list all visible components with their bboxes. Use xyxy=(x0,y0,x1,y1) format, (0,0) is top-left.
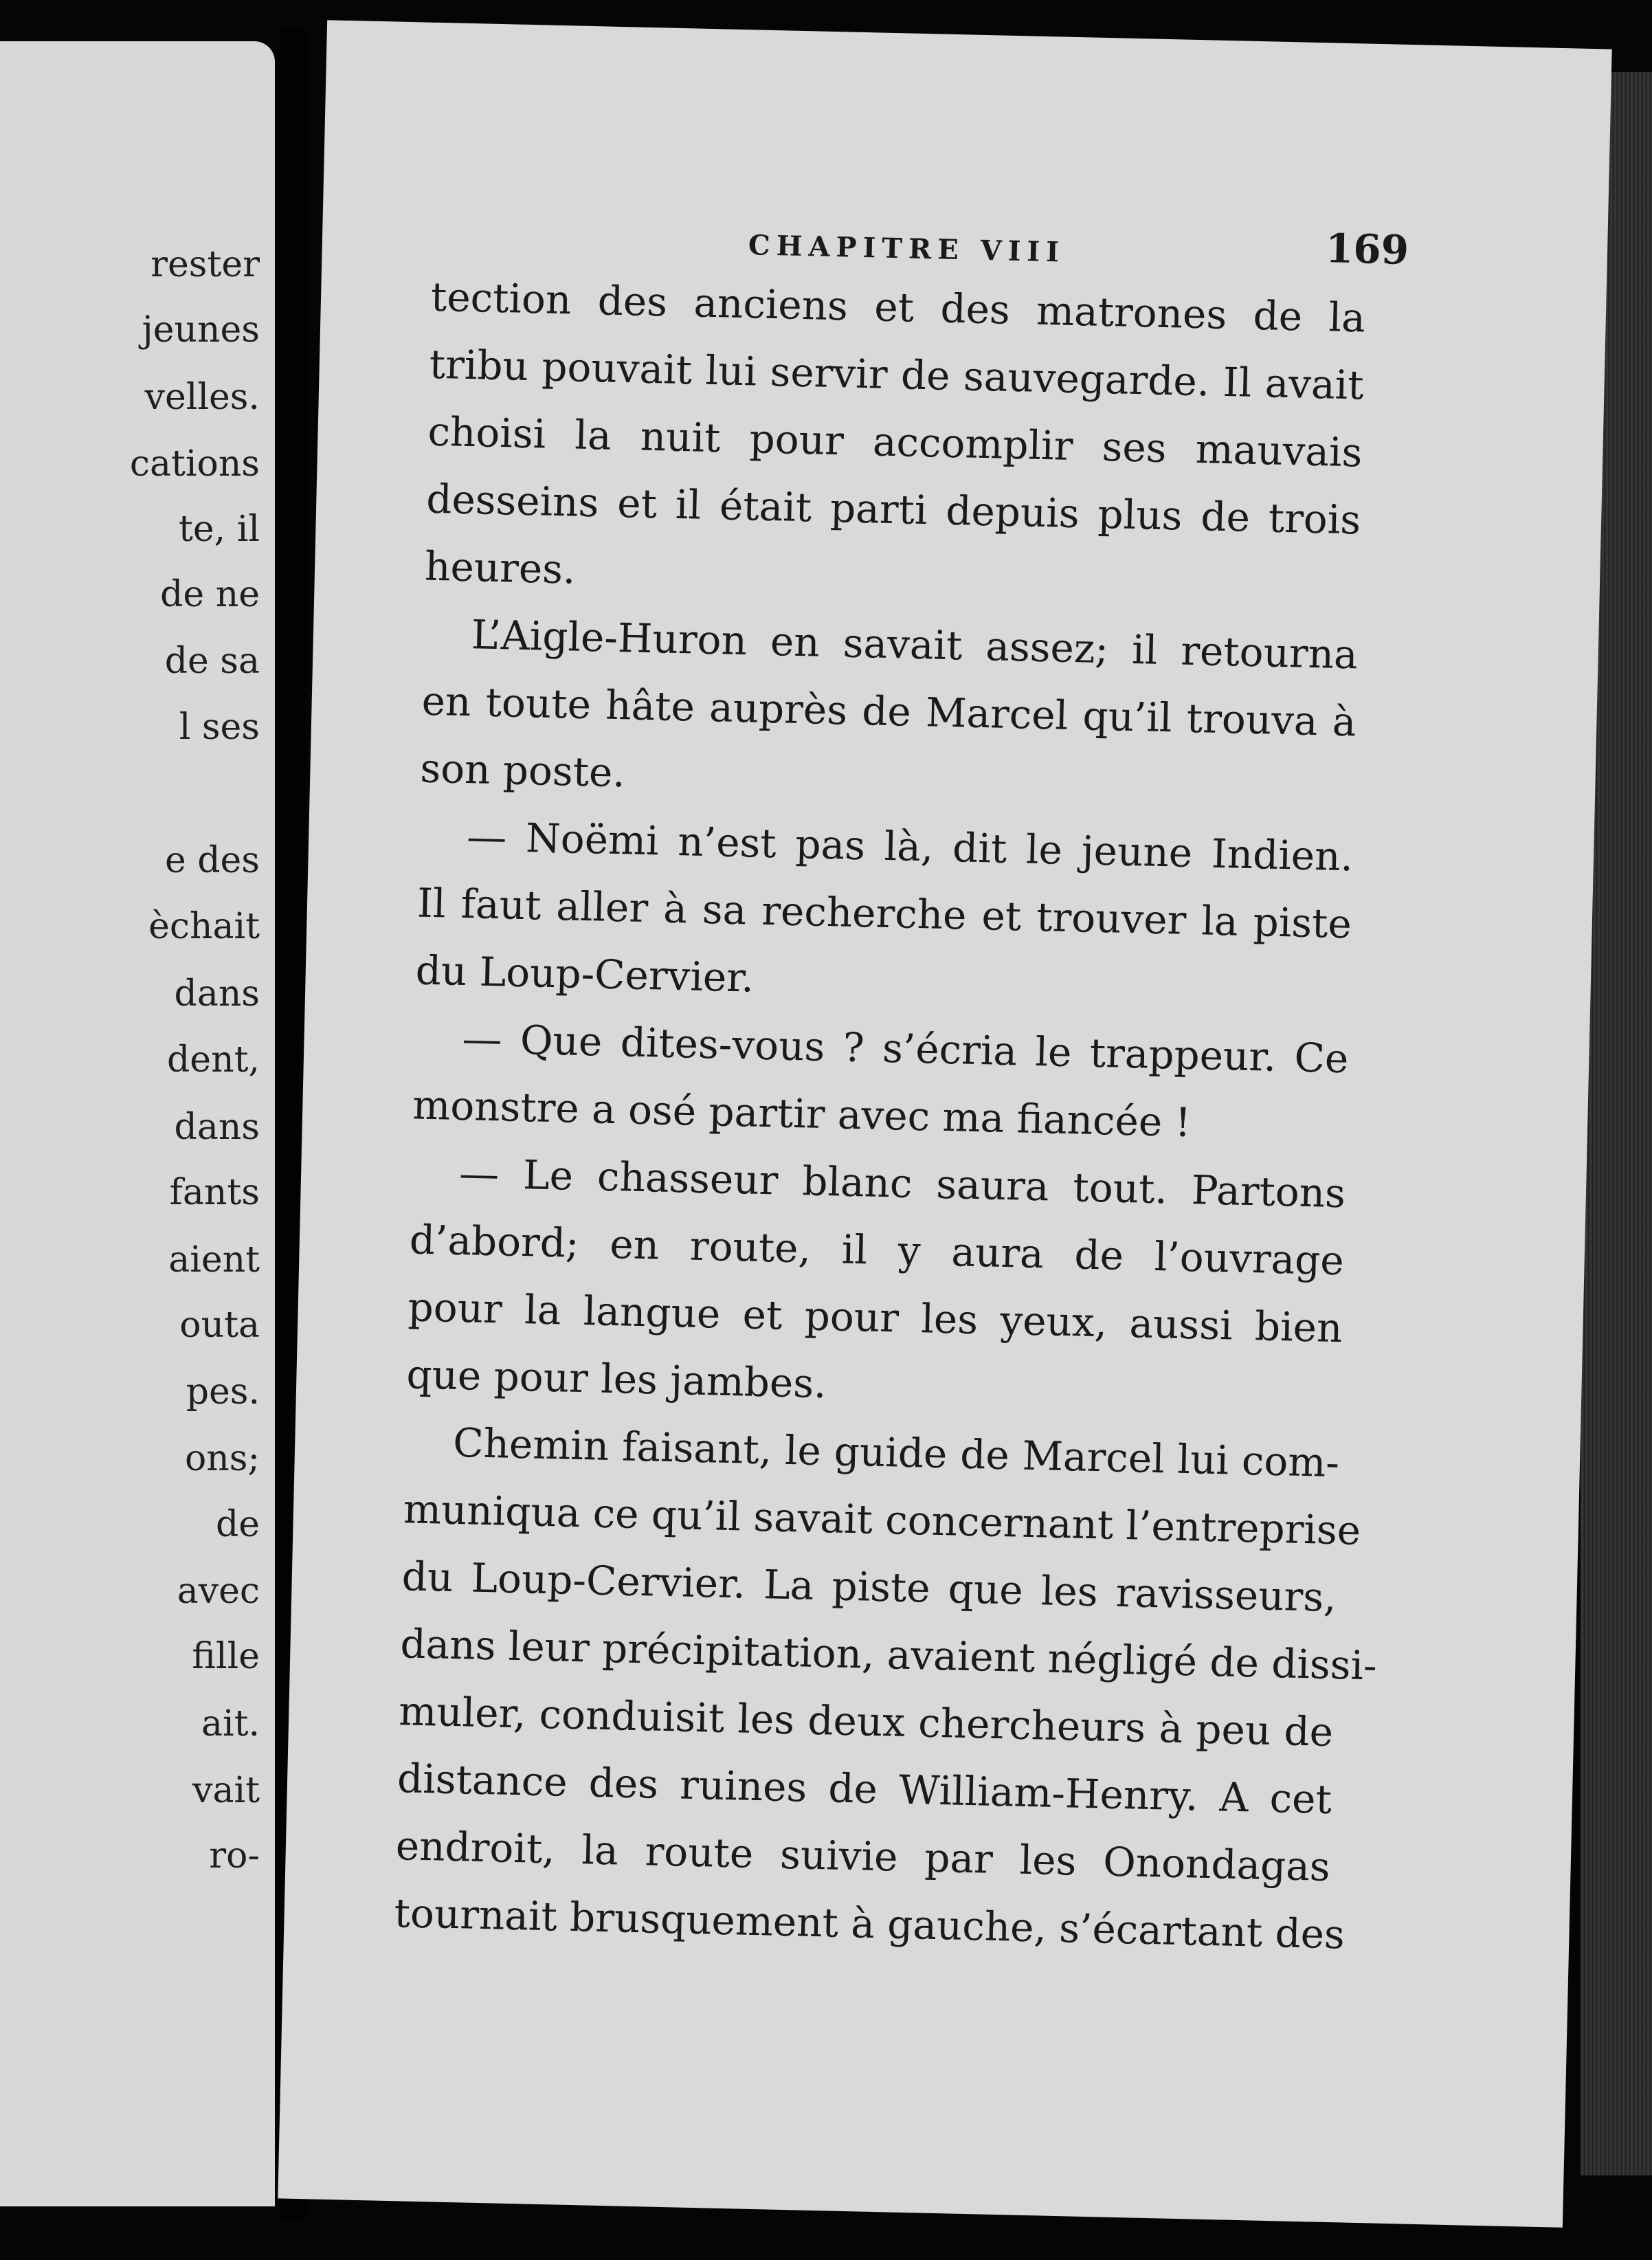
left-line: jeunes xyxy=(142,309,260,351)
text-line: monstre a osé partir avec ma fiancée ! xyxy=(412,1081,1192,1146)
text-line: endroit, la route suivie par les Onondagas xyxy=(395,1822,1331,1890)
paragraph xyxy=(405,1138,1346,1429)
text-line: Chemin faisant, le guide de Marcel lui com- xyxy=(452,1419,1340,1487)
text-line: — Noëmi n’est pas là, dit le jeune Indien. xyxy=(466,813,1354,880)
right-page xyxy=(278,20,1611,2228)
left-line: dent, xyxy=(167,1039,260,1081)
text-line: tournait brusquement à gauche, s’écartant des xyxy=(393,1890,1346,1958)
left-line: rester xyxy=(150,244,260,285)
left-line: fants xyxy=(169,1172,260,1213)
left-line: ons; xyxy=(184,1438,260,1479)
left-line: cations xyxy=(129,443,260,485)
left-line: de xyxy=(215,1504,260,1545)
left-line: aient xyxy=(168,1239,260,1281)
left-line: outa xyxy=(179,1305,260,1346)
paragraph xyxy=(412,1004,1349,1160)
text-line: son poste. xyxy=(419,744,626,797)
left-page xyxy=(0,41,275,2206)
text-line: tribu pouvait lui servir de sauvegarde. Il avait xyxy=(429,340,1365,409)
left-line: de sa xyxy=(164,641,260,682)
text-line: — Que dites-vous ? s’écria le trappeur. Ce xyxy=(461,1015,1350,1083)
text-line: distance des ruines de William-Henry. A cet xyxy=(397,1755,1332,1824)
left-line: ro- xyxy=(209,1835,260,1876)
left-line: dans xyxy=(174,973,260,1015)
text-line: — Le chasseur blanc saura tout. Partons xyxy=(458,1149,1346,1217)
left-line: dans xyxy=(174,1107,260,1148)
text-line: desseins et il était parti depuis plus de trois xyxy=(425,475,1361,544)
left-line: avec xyxy=(177,1571,260,1612)
left-line: l ses xyxy=(179,707,260,748)
left-line: fille xyxy=(192,1636,260,1677)
left-line: velles. xyxy=(144,377,260,418)
left-line: pes. xyxy=(186,1371,260,1412)
page-number: 169 xyxy=(1325,225,1409,274)
text-line: heures. xyxy=(424,542,577,593)
paragraph xyxy=(393,1408,1378,1968)
paragraph xyxy=(415,802,1354,1026)
text-line: L’Aigle-Huron en savait assez; il retourna xyxy=(471,611,1359,678)
paragraph xyxy=(419,600,1358,823)
running-head: CHAPITRE VIII xyxy=(748,229,1066,269)
text-line: que pour les jambes. xyxy=(405,1351,827,1408)
paragraph xyxy=(424,263,1366,621)
text-line: pour la langue et pour les yeux, aussi bien xyxy=(407,1283,1343,1352)
left-line: ait. xyxy=(201,1703,260,1744)
text-line: du Loup-Cervier. xyxy=(415,946,755,1001)
left-line: te, il xyxy=(179,509,260,550)
left-line: de ne xyxy=(160,574,260,615)
left-line: èchait xyxy=(148,906,260,947)
text-line: en toute hâte auprès de Marcel qu’il trouva à xyxy=(421,677,1357,746)
left-line: e des xyxy=(164,840,260,881)
body-text xyxy=(393,263,1378,1968)
text-line: muler, conduisit les deux chercheurs à peu de xyxy=(398,1687,1334,1756)
left-line: vait xyxy=(192,1770,260,1811)
text-line: tection des anciens et des matrones de la xyxy=(430,273,1366,342)
text-line: du Loup-Cervier. La piste que les ravisseurs, xyxy=(401,1553,1337,1621)
text-line: d’abord; en route, il y aura de l’ouvrage xyxy=(409,1216,1345,1285)
text-line: choisi la nuit pour accomplir ses mauvais xyxy=(427,408,1363,476)
text-line: muniqua ce qu’il savait concernant l’entreprise xyxy=(403,1485,1361,1554)
text-line: dans leur précipitation, avaient négligé de dissi- xyxy=(399,1620,1378,1690)
text-line: Il faut aller à sa recherche et trouver la piste xyxy=(416,879,1352,948)
